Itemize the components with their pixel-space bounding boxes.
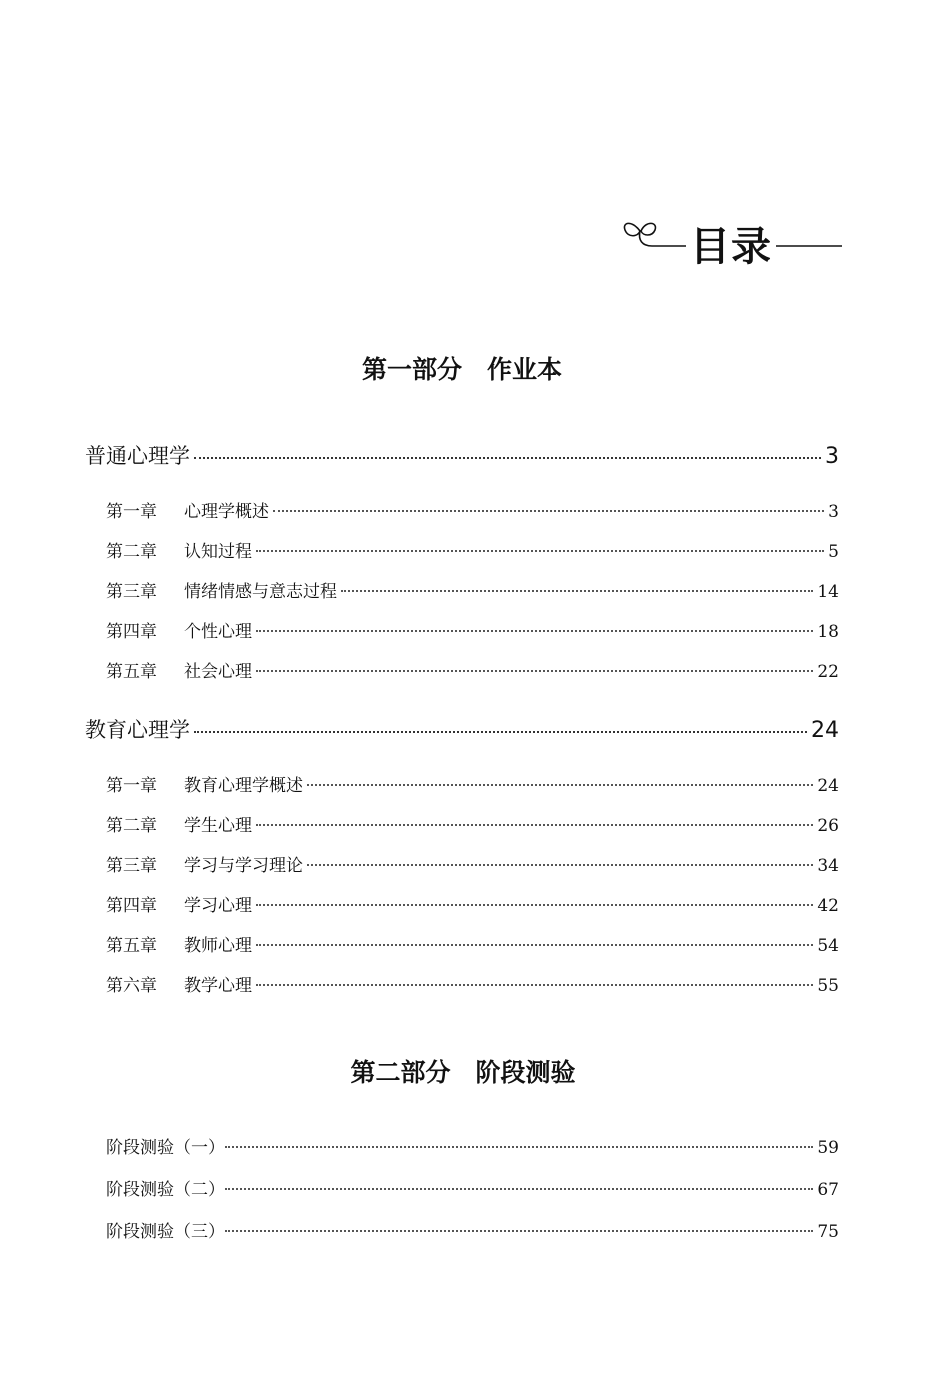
page-title: 目录 — [686, 222, 776, 272]
page-number: 14 — [817, 582, 839, 602]
chapter-title: 学习心理 — [184, 896, 252, 916]
dot-leader — [307, 784, 813, 786]
chapter-title: 个性心理 — [184, 622, 252, 642]
chapter-title: 心理学概述 — [184, 502, 269, 522]
chapter-title: 教师心理 — [184, 936, 252, 956]
dot-leader — [225, 1230, 813, 1232]
chapter-number: 第四章 — [106, 622, 157, 642]
chapter-number: 第六章 — [106, 976, 157, 996]
section-title: 教育心理学 — [85, 718, 190, 742]
page-number: 67 — [817, 1180, 839, 1200]
page-number: 22 — [817, 662, 839, 682]
chapter-number: 第一章 — [106, 776, 157, 796]
test-title: 阶段测验（一） — [106, 1138, 225, 1158]
chapter-title: 学生心理 — [184, 816, 252, 836]
page-number: 3 — [825, 444, 839, 469]
page-number: 54 — [817, 936, 839, 956]
dot-leader — [256, 630, 813, 632]
chapter-number: 第四章 — [106, 896, 157, 916]
dot-leader — [194, 457, 821, 459]
page-number: 18 — [817, 622, 839, 642]
test-title: 阶段测验（二） — [106, 1180, 225, 1200]
chapter-number: 第五章 — [106, 936, 157, 956]
part-title: 第二部分 阶段测验 — [350, 1058, 576, 1087]
chapter-title: 认知过程 — [184, 542, 252, 562]
toc-chapter-entry[interactable] — [106, 579, 839, 605]
section-title: 普通心理学 — [85, 444, 190, 468]
chapter-number: 第三章 — [106, 856, 157, 876]
chapter-title: 学习与学习理论 — [184, 856, 303, 876]
toc-chapter-entry[interactable] — [106, 973, 839, 999]
chapter-number: 第二章 — [106, 816, 157, 836]
toc-test-entry[interactable] — [106, 1135, 839, 1161]
chapter-number: 第三章 — [106, 582, 157, 602]
page-number: 34 — [817, 856, 839, 876]
page-number: 24 — [811, 718, 839, 743]
chapter-title: 社会心理 — [184, 662, 252, 682]
toc-chapter-entry[interactable] — [106, 499, 839, 525]
toc-chapter-entry[interactable] — [106, 773, 839, 799]
toc-chapter-entry[interactable] — [106, 933, 839, 959]
page-number: 24 — [817, 776, 839, 796]
toc-chapter-entry[interactable] — [106, 539, 839, 565]
toc-section-entry[interactable] — [85, 441, 839, 472]
page-number: 5 — [828, 542, 839, 562]
chapter-title: 教育心理学概述 — [184, 776, 303, 796]
toc-test-entry[interactable] — [106, 1219, 839, 1245]
toc-test-entry[interactable] — [106, 1177, 839, 1203]
toc-chapter-entry[interactable] — [106, 619, 839, 645]
chapter-number: 第一章 — [106, 502, 157, 522]
dot-leader — [225, 1146, 813, 1148]
toc-section-entry[interactable] — [85, 715, 839, 746]
dot-leader — [256, 944, 813, 946]
dot-leader — [194, 731, 807, 733]
toc-chapter-entry[interactable] — [106, 659, 839, 685]
chapter-number: 第二章 — [106, 542, 157, 562]
dot-leader — [256, 670, 813, 672]
page-number: 3 — [828, 502, 839, 522]
page-number: 42 — [817, 896, 839, 916]
test-title: 阶段测验（三） — [106, 1222, 225, 1242]
toc-chapter-entry[interactable] — [106, 893, 839, 919]
chapter-title: 情绪情感与意志过程 — [184, 582, 337, 602]
dot-leader — [273, 510, 824, 512]
page-number: 55 — [817, 976, 839, 996]
dot-leader — [256, 824, 813, 826]
dot-leader — [256, 550, 824, 552]
dot-leader — [225, 1188, 813, 1190]
dot-leader — [341, 590, 813, 592]
page-number: 75 — [817, 1222, 839, 1242]
dot-leader — [307, 864, 813, 866]
page-number: 59 — [817, 1138, 839, 1158]
dot-leader — [256, 904, 813, 906]
toc-chapter-entry[interactable] — [106, 853, 839, 879]
part-title: 第一部分 作业本 — [361, 355, 562, 384]
toc-header — [620, 214, 844, 280]
toc-chapter-entry[interactable] — [106, 813, 839, 839]
chapter-title: 教学心理 — [184, 976, 252, 996]
chapter-number: 第五章 — [106, 662, 157, 682]
page-number: 26 — [817, 816, 839, 836]
dot-leader — [256, 984, 813, 986]
